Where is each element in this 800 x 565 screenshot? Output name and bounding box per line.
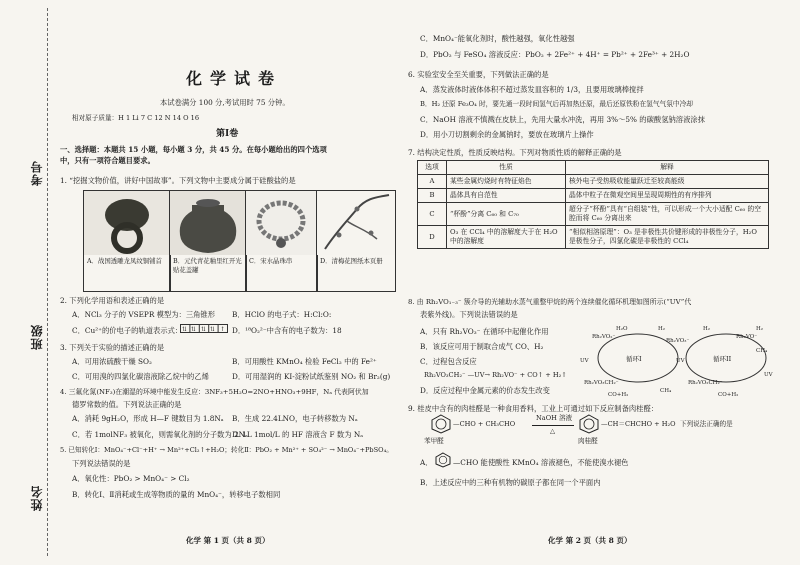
- q4-stem-2: 德罗常数的值。下列说法正确的是: [72, 400, 182, 409]
- label-co-h2-2: CO+H₂: [718, 392, 739, 398]
- label-h2-2: H₂: [703, 326, 711, 332]
- binding-line: [47, 8, 48, 556]
- label-rh2vo2: Rh₂VO₂⁻: [592, 334, 616, 340]
- q4-stem-1: 4. 三氟化氮(NF₃)在潮湿的环境中能发生反应：3NF₃+5H₂O=2NO+HNO₃+9HF，Nₐ 代表阿伏加: [60, 388, 369, 396]
- cycle-2-label: 循环II: [713, 355, 732, 363]
- exam-info: 本试卷满分 100 分,考试用时 75 分钟。: [160, 98, 290, 107]
- name-label: 姓名: [30, 485, 44, 511]
- svg-text:↑: ↑: [220, 326, 226, 333]
- q7-stem: 7. 结构决定性质，性质反映结构。下列对物质性质的解释正确的是: [408, 148, 622, 157]
- q6-stem: 6. 实验室安全至关重要，下列做法正确的是: [408, 70, 549, 79]
- page-footer-right: 化学 第 2 页（共 8 页）: [548, 536, 632, 545]
- q4-option-c: C．若 1molNF₃ 被氧化，则需氧化剂的分子数为 2Nₐ: [72, 430, 248, 439]
- q6-option-b: B．H₂ 还原 Fe₃O₄ 时，要先通一段时间氢气后再加热还原，最后还原铁粉在氢气气氛中冷却: [420, 100, 693, 108]
- instructions-line-1: 一、选择题：本题共 15 小题，每小题 3 分，共 45 分。在每小题给出的四个选项: [60, 145, 327, 154]
- q4-option-b: B．生成 22.4LNO，电子转移数为 Nₐ: [232, 414, 358, 423]
- q5-option-b: B．转化Ⅰ、Ⅱ消耗或生成等物质的量的 MnO₄⁻，转移电子数相同: [72, 490, 281, 499]
- porcelain-jar-image: [170, 191, 246, 255]
- label-ch4-1: CH₄: [756, 348, 768, 354]
- q2-stem: 2. 下列化学用语和表述正确的是: [60, 296, 165, 305]
- class-label: 班级: [30, 324, 44, 350]
- q7-header-option: 选项: [418, 161, 447, 175]
- q2-option-d: D．¹⁸O₂²⁻中含有的电子数为：18: [232, 326, 342, 335]
- q3-option-d: D．可用湿润的 KI-淀粉试纸鉴别 NO₂ 和 Br₂(g): [232, 372, 391, 381]
- q9-option-b: B．上述反应中的三种有机物的碳原子都在同一个平面内: [420, 478, 601, 487]
- benzene-ring-icon: [434, 452, 452, 468]
- instructions-line-2: 中，只有一项符合题目要求。: [60, 156, 155, 165]
- label-rh2vo: Rh₂VO⁻: [736, 334, 758, 340]
- label-co-h2-1: CO+H₂: [608, 392, 629, 398]
- q4-option-a: A．消耗 9gH₂O，形成 H—F 键数目为 1.8Nₐ: [72, 414, 224, 423]
- q9-option-a: —CHO 能使酸性 KMnO₄ 溶液褪色，不能使溴水褪色: [453, 458, 629, 467]
- q9-condition-bottom: △: [550, 427, 556, 435]
- q9-option-a-label: A．: [420, 458, 433, 467]
- q5-option-a: A．氧化性：PbO₂ > MnO₄⁻ > Cl₂: [72, 474, 190, 483]
- label-ch4-2: CH₄: [660, 388, 672, 394]
- q9-note: 下列说法正确的是: [680, 420, 733, 428]
- q4-option-d: D. 1L 1mol/L 的 HF 溶液含 F 数为 Nₐ: [232, 430, 364, 439]
- q2-option-b: B．HClO 的电子式：H:Cl:O:: [232, 310, 332, 319]
- q2-option-a: A．NCl₃ 分子的 VSEPR 模型为：三角锥形: [72, 310, 216, 319]
- q9-name-benzaldehyde: 苯甲醛: [424, 437, 444, 445]
- label-rh2vo3: Rh₂VO₃⁻: [666, 338, 690, 344]
- q7-cell: 核外电子受热吸收能量跃迁至较高能级: [566, 175, 769, 189]
- label-h2-3: H₂: [756, 326, 764, 332]
- q8-option-a: A．只有 Rh₂VO₃⁻ 在循环中起催化作用: [420, 327, 549, 336]
- benzene-ring-icon: [430, 414, 452, 434]
- q9-stem: 9. 桂皮中含有的肉桂醛是一种食用香料，工业上可通过如下反应制备肉桂醛：: [408, 404, 659, 413]
- q5-option-d: D．PbO₂ 与 FeSO₄ 溶液反应：PbO₂ + 2Fe²⁺ + 4H⁺ = Pb²⁺ + 2Fe³⁺ + 2H₂O: [420, 50, 690, 59]
- svg-text:⇅: ⇅: [210, 326, 216, 333]
- exam-title: 化学试卷: [186, 69, 283, 88]
- cycle-1-label: 循环I: [626, 355, 642, 363]
- q7-header-explanation: 解释: [566, 161, 769, 175]
- bronze-knocker-image: [84, 191, 170, 255]
- q5-option-c: C．MnO₄⁻能氧化剂时，酸性越强，氧化性越强: [420, 34, 575, 43]
- q9-condition-top: NaOH 溶液: [536, 414, 573, 422]
- q6-option-a: A．蒸发液体时液体体积不超过蒸发皿容积的 1/3，且要用玻璃棒搅拌: [420, 85, 644, 94]
- q5-stem-1: 5. 已知转化Ⅰ：MnO₄⁻+Cl⁻+H⁺ → Mn²⁺+Cl₂↑+H₂O；转化Ⅱ：PbO₂ + Mn²⁺ + SO₄²⁻ → MnO₄⁻+PbSO₄。: [60, 446, 393, 454]
- q1-caption-c: C．宋水晶珠串: [249, 257, 293, 265]
- q1-stem: 1. “挖掘文物价值，讲好中国故事”。下列文物中主要成分属于硅酸盐的是: [60, 176, 296, 185]
- q9-product: —CH＝CHCHO + H₂O: [601, 420, 676, 428]
- q8-option-c: C．过程包含反应: [420, 357, 477, 366]
- q7-header-row: [418, 161, 769, 175]
- q9-name-cinnamaldehyde: 肉桂醛: [578, 437, 598, 445]
- crystal-beads-image: [246, 191, 317, 255]
- q7-cell: 超分子“杯酚”具有“自组装”性，可以形成一个大小适配 C₆₀ 的空腔而将 C₆₀ 分离出来: [566, 203, 769, 226]
- q7-cell: 晶体中粒子在微观空间里呈现周期性的有序排列: [566, 189, 769, 203]
- q8-option-c-equation: Rh₂VO₃CH₂⁻ —UV→ Rh₂VO⁻ + CO↑ + H₂↑: [424, 371, 567, 379]
- page-footer-left: 化学 第 1 页（共 8 页）: [186, 536, 270, 545]
- table-row: [418, 175, 769, 189]
- q6-option-c: C．NaOH 溶液不慎溅在皮肤上，先用大量水冲洗，再用 3%～5% 的碳酸氢钠溶液涂抹: [420, 115, 705, 124]
- q7-cell: 某些金属灼烧时有特征焰色: [447, 175, 566, 189]
- table-row: [418, 226, 769, 249]
- label-uv-2: UV: [676, 358, 685, 364]
- q8-option-b: B．该反应可用于制取合成气 CO、H₂: [420, 342, 544, 351]
- q3-stem: 3. 下列关于实验的描述正确的是: [60, 343, 165, 352]
- q7-cell: B: [418, 189, 447, 203]
- q7-table: [417, 160, 769, 249]
- q9-reactant: —CHO + CH₃CHO: [453, 420, 516, 428]
- q7-cell: C: [418, 203, 447, 226]
- label-uv-3: UV: [764, 372, 773, 378]
- svg-text:⇅: ⇅: [201, 326, 207, 333]
- svg-text:⇅: ⇅: [191, 326, 197, 333]
- section-title: 第Ⅰ卷: [216, 129, 239, 139]
- orbital-diagram: [180, 324, 228, 336]
- q6-option-d: D．用小刀切割剩余的金属钠时，要放在玻璃片上操作: [420, 130, 594, 139]
- q7-cell: D: [418, 226, 447, 249]
- reaction-arrow: [532, 425, 574, 426]
- q3-option-b: B．可用酸性 KMnO₄ 检验 FeCl₂ 中的 Fe²⁺: [232, 357, 377, 366]
- q8-stem-2: 表紫外线)。下列说法错误的是: [420, 310, 518, 319]
- q1-caption-a: A．战国透雕龙凤纹铜铺首: [87, 257, 162, 265]
- q8-option-d: D．反应过程中金属元素的价态发生改变: [420, 386, 550, 395]
- table-row: [418, 189, 769, 203]
- q7-cell: O₃ 在 CCl₄ 中的溶解度大于在 H₂O 中的溶解度: [447, 226, 566, 249]
- q7-header-property: 性质: [447, 161, 566, 175]
- q3-option-c: C．可用溴的四氯化碳溶液除乙烷中的乙烯: [72, 372, 209, 381]
- q3-option-a: A．可用浓硫酸干燥 SO₂: [72, 357, 152, 366]
- plum-blossom-painting-image: [317, 191, 395, 255]
- svg-text:⇅: ⇅: [182, 326, 188, 333]
- q1-option-d: [316, 190, 396, 292]
- q1-option-a: [83, 190, 171, 292]
- label-h2-1: H₂: [658, 326, 666, 332]
- q1-option-b: [169, 190, 247, 292]
- q1-option-c: [245, 190, 318, 292]
- q2-option-c: C．Cu²⁺的价电子的轨道表示式：: [72, 326, 183, 335]
- catalytic-cycle-diagram: [578, 318, 778, 398]
- q5-stem-2: 下列说法错误的是: [72, 459, 131, 468]
- q7-cell: A: [418, 175, 447, 189]
- q7-cell: “相似相溶原理”：O₃ 是非极性共价键形成的非极性分子，H₂O 是极性分子，四氯化碳是非极性的 CCl₄: [566, 226, 769, 249]
- label-h2o: H₂O: [616, 326, 628, 332]
- q8-stem-1: 8. 由 Rh₂VO₁₋₃⁻ 簇介导的光辅助水蒸气重整甲烷的两个连续催化循环机理如图所示(“UV”代: [408, 298, 692, 306]
- benzene-ring-icon: [578, 414, 600, 434]
- table-row: [418, 203, 769, 226]
- exam-number-label: 考号: [30, 160, 44, 186]
- q7-cell: “杯酚”分离 C₆₀ 和 C₇₀: [447, 203, 566, 226]
- label-rh2vo3ch2: Rh₂VO₃CH₂⁻: [584, 380, 619, 386]
- q7-cell: 晶体具有自范性: [447, 189, 566, 203]
- atomic-masses: 相对原子质量：H 1 Li 7 C 12 N 14 O 16: [72, 114, 200, 122]
- q1-caption-d: D．清梅花图纸本页册: [320, 257, 383, 265]
- label-rh2vo2ch2: Rh₂VO₂CH₂⁻: [688, 380, 723, 386]
- q1-caption-b: B．元代青花釉里红开光贴花盖罐: [173, 257, 242, 274]
- label-uv-1: UV: [580, 358, 589, 364]
